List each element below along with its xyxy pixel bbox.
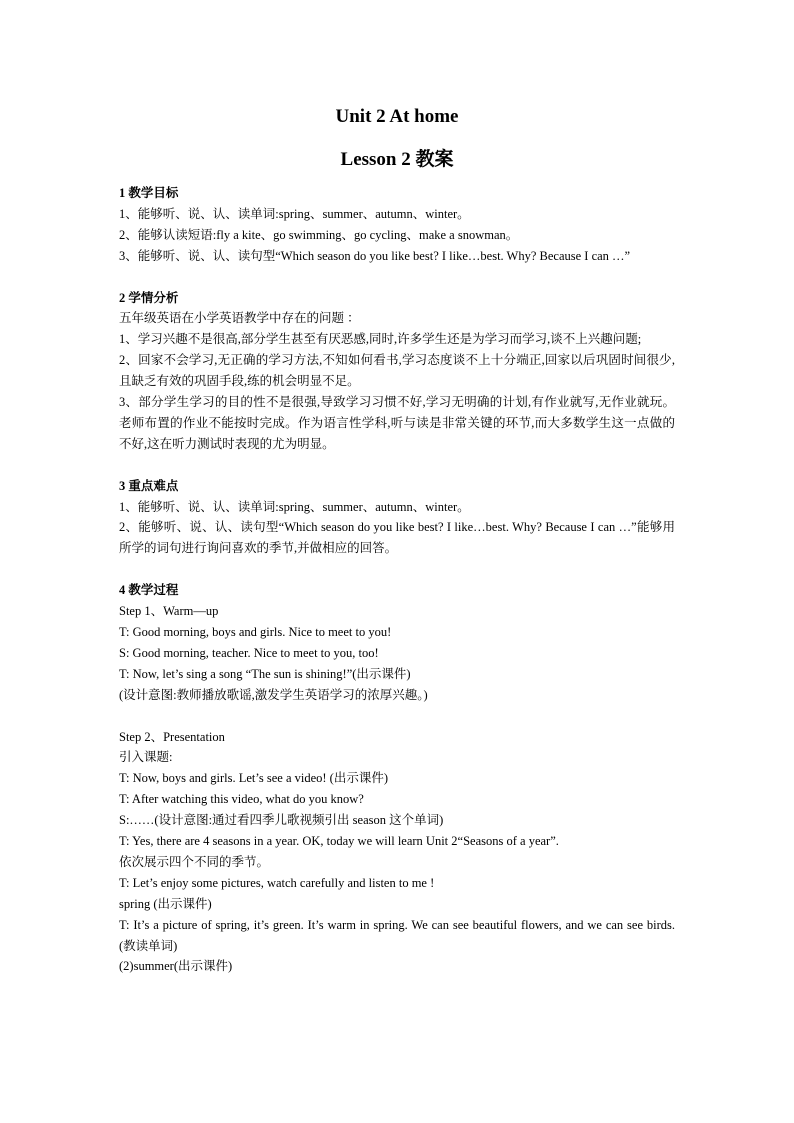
analysis-item: 3、部分学生学习的目的性不是很强,导致学习习惯不好,学习无明确的计划,有作业就写,无作业就玩。老师布置的作业不能按时完成。作为语言性学科,听与读是非常关键的环节,而大多数学生这一点做的不好,这在听力测试时表现的尤为明显。 xyxy=(119,395,675,451)
step-label: Step 2、Presentation xyxy=(119,729,225,744)
dialogue-line: 引入课题: xyxy=(119,750,173,765)
analysis-intro: 五年级英语在小学英语教学中存在的问题 ： xyxy=(119,311,360,326)
objective-item: 1、能够听、说、认、读单词:spring、summer、autumn、winter。 xyxy=(119,206,470,221)
dialogue-line: T: Now, boys and girls. Let’s see a video! (出示课件) xyxy=(119,771,389,786)
key-point-item: 1、能够听、说、认、读单词:spring、summer、autumn、winter。 xyxy=(119,499,470,514)
analysis-item: 2、回家不会学习,无正确的学习方法,不知如何看书,学习态度谈不上十分端正,回家以后巩固时间很少,且缺乏有效的巩固手段,练的机会明显不足。 xyxy=(119,353,675,389)
dialogue-line: T: Now, let’s sing a song “The sun is shining!”(出示课件) xyxy=(119,666,411,681)
analysis-item: 1、学习兴趣不是很高,部分学生甚至有厌恶感,同时,许多学生还是为学习而学习,谈不上兴趣问题; xyxy=(119,332,642,347)
dialogue-line: S: Good morning, teacher. Nice to meet to you, too! xyxy=(119,645,379,660)
lesson-title: Lesson 2 教案 xyxy=(340,149,454,170)
unit-title: Unit 2 At home xyxy=(335,106,459,127)
section-heading-analysis: 2 学情分析 xyxy=(119,290,179,305)
objective-item: 2、能够认读短语:fly a kite、go swimming、go cycling、make a snowman。 xyxy=(119,227,519,242)
section-heading-process: 4 教学过程 xyxy=(119,583,179,598)
dialogue-line: T: Yes, there are 4 seasons in a year. OK, today we will learn Unit 2“Seasons of a year”. xyxy=(119,834,559,849)
document-body xyxy=(119,183,675,977)
dialogue-line: T: Let’s enjoy some pictures, watch carefully and listen to me ! xyxy=(119,875,435,890)
key-point-item: 2、能够听、说、认、读句型“Which season do you like best? I like…best. Why? Because I can …”能够用所学的词句进行询问喜欢的季节,并做相应的回答。 xyxy=(119,520,675,556)
section-heading-objectives: 1 教学目标 xyxy=(119,186,179,200)
step-label: Step 1、Warm—up xyxy=(119,604,219,619)
design-intent-note: (设计意图:教师播放歌谣,激发学生英语学习的浓厚兴趣。) xyxy=(119,687,428,702)
section-heading-key-points: 3 重点难点 xyxy=(119,478,179,493)
dialogue-line: (2)summer(出示课件) xyxy=(119,959,233,974)
dialogue-line: T: It’s a picture of spring, it’s green. It’s warm in spring. We can see beautiful flowers, and we can see birds. (教读单词) xyxy=(119,917,675,953)
dialogue-line: T: After watching this video, what do you know? xyxy=(119,792,364,807)
dialogue-line: S:……(设计意图:通过看四季儿歌视频引出 season 这个单词) xyxy=(119,813,444,828)
dialogue-line: 依次展示四个不同的季节。 xyxy=(119,854,270,869)
objective-item: 3、能够听、说、认、读句型“Which season do you like best? I like…best. Why? Because I can …” xyxy=(119,248,631,263)
dialogue-line: T: Good morning, boys and girls. Nice to meet to you! xyxy=(119,624,392,639)
dialogue-line: spring (出示课件) xyxy=(119,896,212,911)
